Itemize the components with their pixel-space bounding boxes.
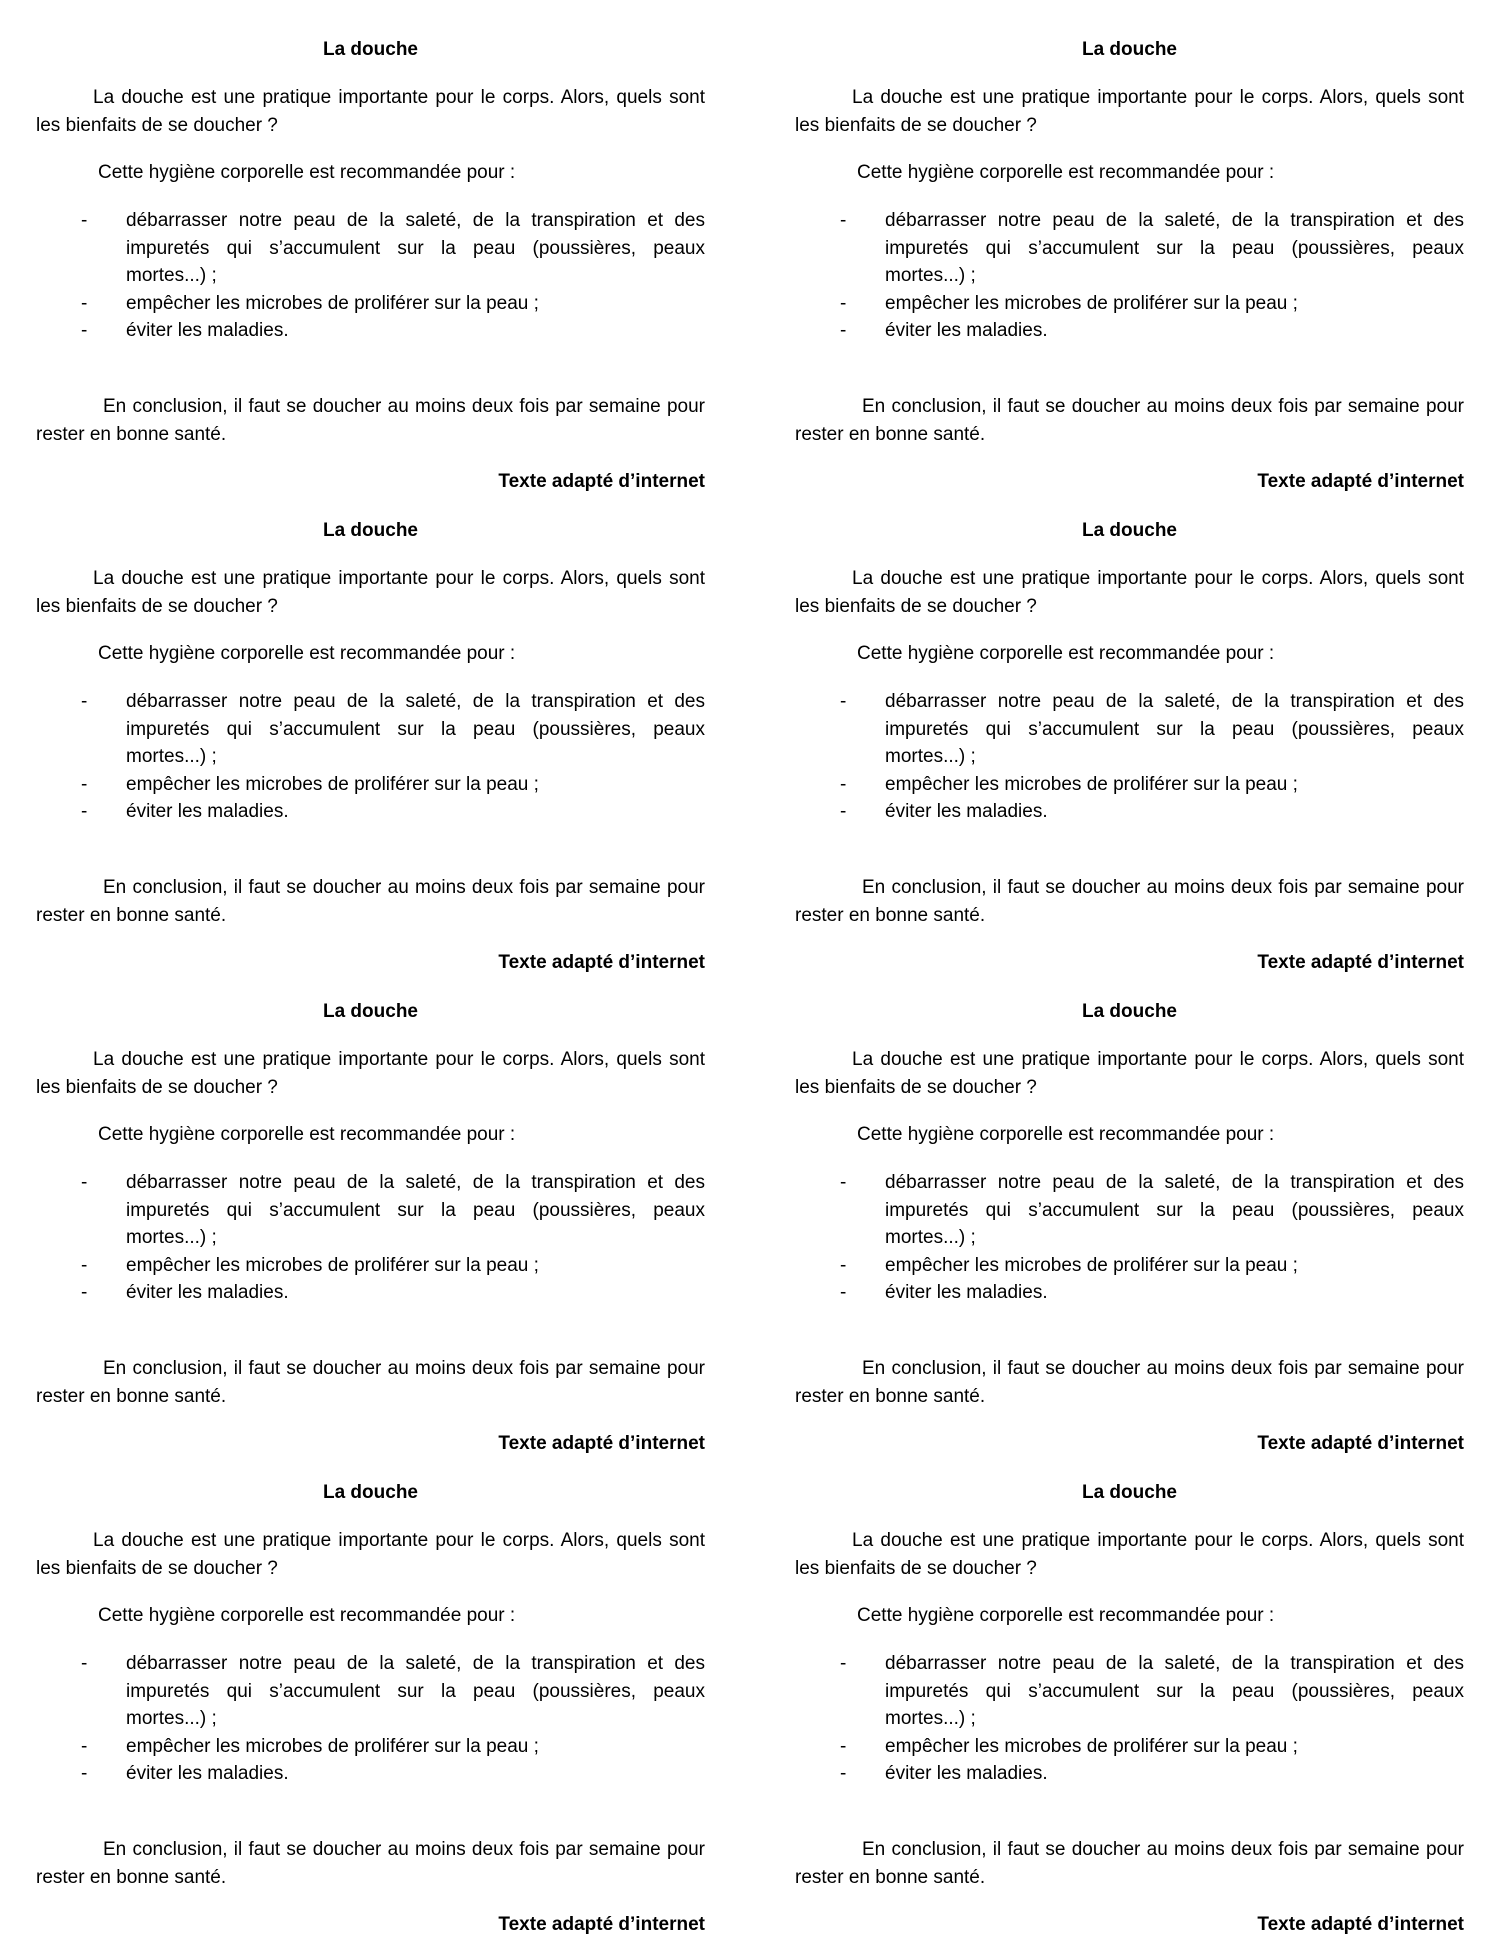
text-block — [795, 0, 1464, 492]
list-item — [36, 290, 705, 318]
bullet-dash: - — [81, 1254, 88, 1276]
list-item-text: débarrasser notre peau de la saleté, de la transpiration et des impuretés qui s’accumulent sur la peau (poussières, peaux mortes...) ; — [126, 1172, 705, 1248]
bullet-dash: - — [840, 292, 847, 314]
bullet-dash: - — [81, 691, 88, 712]
list-item-text: éviter les maladies. — [126, 320, 289, 341]
lead-sentence: Cette hygiène corporelle est recommandée pour : — [98, 162, 516, 183]
list-item-text: éviter les maladies. — [126, 801, 289, 822]
text-block — [36, 0, 705, 492]
list-item-text: empêcher les microbes de proliférer sur la peau ; — [126, 773, 539, 795]
list-item — [795, 207, 1464, 290]
list-item — [36, 1279, 705, 1307]
left-column — [36, 0, 705, 1935]
source-attribution: Texte adapté d’internet — [498, 952, 705, 973]
list-item — [36, 317, 705, 345]
intro-paragraph: La douche est une pratique importante pour le corps. Alors, quels sont les bienfaits de se doucher ? — [795, 1049, 1464, 1098]
bullet-dash: - — [840, 1653, 847, 1674]
benefits-list — [795, 1650, 1464, 1788]
list-item — [36, 798, 705, 826]
list-item — [795, 317, 1464, 345]
bullet-dash: - — [81, 773, 88, 795]
lead-sentence: Cette hygiène corporelle est recommandée pour : — [98, 1605, 516, 1626]
text-block — [36, 481, 705, 973]
bullet-dash: - — [81, 1653, 88, 1674]
lead-sentence: Cette hygiène corporelle est recommandée pour : — [857, 162, 1275, 183]
lead-sentence: Cette hygiène corporelle est recommandée pour : — [98, 643, 516, 664]
conclusion-paragraph: En conclusion, il faut se doucher au moins deux fois par semaine pour rester en bonne santé. — [795, 1358, 1464, 1407]
bullet-dash: - — [81, 320, 88, 341]
conclusion-paragraph: En conclusion, il faut se doucher au moins deux fois par semaine pour rester en bonne santé. — [36, 396, 705, 445]
right-column — [795, 0, 1464, 1935]
list-item-text: débarrasser notre peau de la saleté, de la transpiration et des impuretés qui s’accumulent sur la peau (poussières, peaux mortes...) ; — [126, 210, 705, 286]
source-attribution: Texte adapté d’internet — [498, 1433, 705, 1454]
list-item — [795, 1733, 1464, 1761]
benefits-list — [795, 207, 1464, 345]
bullet-dash: - — [81, 801, 88, 822]
list-item — [36, 1733, 705, 1761]
text-block — [795, 962, 1464, 1454]
list-item — [795, 290, 1464, 318]
intro-paragraph: La douche est une pratique importante pour le corps. Alors, quels sont les bienfaits de se doucher ? — [36, 87, 705, 136]
source-attribution: Texte adapté d’internet — [1257, 471, 1464, 492]
bullet-dash: - — [81, 1735, 88, 1757]
lead-sentence: Cette hygiène corporelle est recommandée pour : — [857, 643, 1275, 664]
bullet-dash: - — [840, 1735, 847, 1757]
list-item-text: débarrasser notre peau de la saleté, de la transpiration et des impuretés qui s’accumulent sur la peau (poussières, peaux mortes...) ; — [126, 1653, 705, 1729]
list-item-text: éviter les maladies. — [126, 1763, 289, 1784]
list-item-text: empêcher les microbes de proliférer sur la peau ; — [885, 292, 1298, 314]
list-item-text: éviter les maladies. — [885, 320, 1048, 341]
text-block — [36, 962, 705, 1454]
list-item-text: éviter les maladies. — [885, 1282, 1048, 1303]
list-item — [795, 771, 1464, 799]
text-block — [36, 1443, 705, 1935]
bullet-dash: - — [840, 1172, 847, 1193]
list-item — [795, 798, 1464, 826]
lead-sentence: Cette hygiène corporelle est recommandée pour : — [857, 1605, 1275, 1626]
list-item — [795, 1252, 1464, 1280]
list-item — [36, 688, 705, 771]
bullet-dash: - — [81, 210, 88, 231]
list-item — [36, 1169, 705, 1252]
lead-sentence: Cette hygiène corporelle est recommandée pour : — [98, 1124, 516, 1145]
conclusion-paragraph: En conclusion, il faut se doucher au moins deux fois par semaine pour rester en bonne santé. — [36, 1839, 705, 1888]
conclusion-paragraph: En conclusion, il faut se doucher au moins deux fois par semaine pour rester en bonne santé. — [795, 877, 1464, 926]
bullet-dash: - — [81, 1763, 88, 1784]
list-item-text: débarrasser notre peau de la saleté, de la transpiration et des impuretés qui s’accumulent sur la peau (poussières, peaux mortes...) ; — [126, 691, 705, 767]
intro-paragraph: La douche est une pratique importante pour le corps. Alors, quels sont les bienfaits de se doucher ? — [795, 87, 1464, 136]
source-attribution: Texte adapté d’internet — [498, 471, 705, 492]
intro-paragraph: La douche est une pratique importante pour le corps. Alors, quels sont les bienfaits de se doucher ? — [36, 1530, 705, 1579]
list-item — [795, 688, 1464, 771]
list-item-text: empêcher les microbes de proliférer sur la peau ; — [885, 1735, 1298, 1757]
list-item — [36, 1650, 705, 1733]
text-block — [795, 1443, 1464, 1935]
intro-paragraph: La douche est une pratique importante pour le corps. Alors, quels sont les bienfaits de se doucher ? — [36, 568, 705, 617]
list-item-text: empêcher les microbes de proliférer sur la peau ; — [126, 292, 539, 314]
list-item — [36, 1760, 705, 1788]
bullet-dash: - — [840, 1763, 847, 1784]
intro-paragraph: La douche est une pratique importante pour le corps. Alors, quels sont les bienfaits de se doucher ? — [795, 1530, 1464, 1579]
lead-sentence: Cette hygiène corporelle est recommandée pour : — [857, 1124, 1275, 1145]
list-item — [795, 1650, 1464, 1733]
bullet-dash: - — [840, 320, 847, 341]
list-item-text: empêcher les microbes de proliférer sur la peau ; — [126, 1254, 539, 1276]
benefits-list — [795, 688, 1464, 826]
bullet-dash: - — [840, 801, 847, 822]
text-title: La douche — [1081, 39, 1177, 60]
list-item-text: débarrasser notre peau de la saleté, de la transpiration et des impuretés qui s’accumulent sur la peau (poussières, peaux mortes...) ; — [885, 210, 1464, 286]
bullet-dash: - — [840, 1282, 847, 1303]
text-title: La douche — [322, 1482, 418, 1503]
list-item — [795, 1279, 1464, 1307]
list-item-text: empêcher les microbes de proliférer sur la peau ; — [885, 773, 1298, 795]
intro-paragraph: La douche est une pratique importante pour le corps. Alors, quels sont les bienfaits de se doucher ? — [795, 568, 1464, 617]
bullet-dash: - — [840, 691, 847, 712]
text-title: La douche — [1081, 520, 1177, 541]
list-item-text: débarrasser notre peau de la saleté, de la transpiration et des impuretés qui s’accumulent sur la peau (poussières, peaux mortes...) ; — [885, 691, 1464, 767]
conclusion-paragraph: En conclusion, il faut se doucher au moins deux fois par semaine pour rester en bonne santé. — [36, 877, 705, 926]
text-title: La douche — [322, 39, 418, 60]
benefits-list — [36, 688, 705, 826]
list-item-text: débarrasser notre peau de la saleté, de la transpiration et des impuretés qui s’accumulent sur la peau (poussières, peaux mortes...) ; — [885, 1172, 1464, 1248]
source-attribution: Texte adapté d’internet — [1257, 952, 1464, 973]
benefits-list — [36, 1650, 705, 1788]
text-title: La douche — [322, 1001, 418, 1022]
bullet-dash: - — [81, 1282, 88, 1303]
benefits-list — [36, 207, 705, 345]
bullet-dash: - — [81, 1172, 88, 1193]
list-item — [795, 1760, 1464, 1788]
list-item-text: empêcher les microbes de proliférer sur la peau ; — [885, 1254, 1298, 1276]
conclusion-paragraph: En conclusion, il faut se doucher au moins deux fois par semaine pour rester en bonne santé. — [795, 396, 1464, 445]
text-block — [795, 481, 1464, 973]
bullet-dash: - — [840, 210, 847, 231]
source-attribution: Texte adapté d’internet — [1257, 1914, 1464, 1935]
conclusion-paragraph: En conclusion, il faut se doucher au moins deux fois par semaine pour rester en bonne santé. — [795, 1839, 1464, 1888]
list-item-text: empêcher les microbes de proliférer sur la peau ; — [126, 1735, 539, 1757]
text-title: La douche — [1081, 1482, 1177, 1503]
list-item — [36, 1252, 705, 1280]
benefits-list — [36, 1169, 705, 1307]
list-item-text: éviter les maladies. — [885, 1763, 1048, 1784]
list-item — [36, 207, 705, 290]
source-attribution: Texte adapté d’internet — [1257, 1433, 1464, 1454]
intro-paragraph: La douche est une pratique importante pour le corps. Alors, quels sont les bienfaits de se doucher ? — [36, 1049, 705, 1098]
list-item-text: éviter les maladies. — [126, 1282, 289, 1303]
conclusion-paragraph: En conclusion, il faut se doucher au moins deux fois par semaine pour rester en bonne santé. — [36, 1358, 705, 1407]
list-item — [36, 771, 705, 799]
bullet-dash: - — [840, 773, 847, 795]
list-item-text: débarrasser notre peau de la saleté, de la transpiration et des impuretés qui s’accumulent sur la peau (poussières, peaux mortes...) ; — [885, 1653, 1464, 1729]
bullet-dash: - — [840, 1254, 847, 1276]
bullet-dash: - — [81, 292, 88, 314]
text-title: La douche — [322, 520, 418, 541]
list-item — [795, 1169, 1464, 1252]
list-item-text: éviter les maladies. — [885, 801, 1048, 822]
benefits-list — [795, 1169, 1464, 1307]
source-attribution: Texte adapté d’internet — [498, 1914, 705, 1935]
text-title: La douche — [1081, 1001, 1177, 1022]
